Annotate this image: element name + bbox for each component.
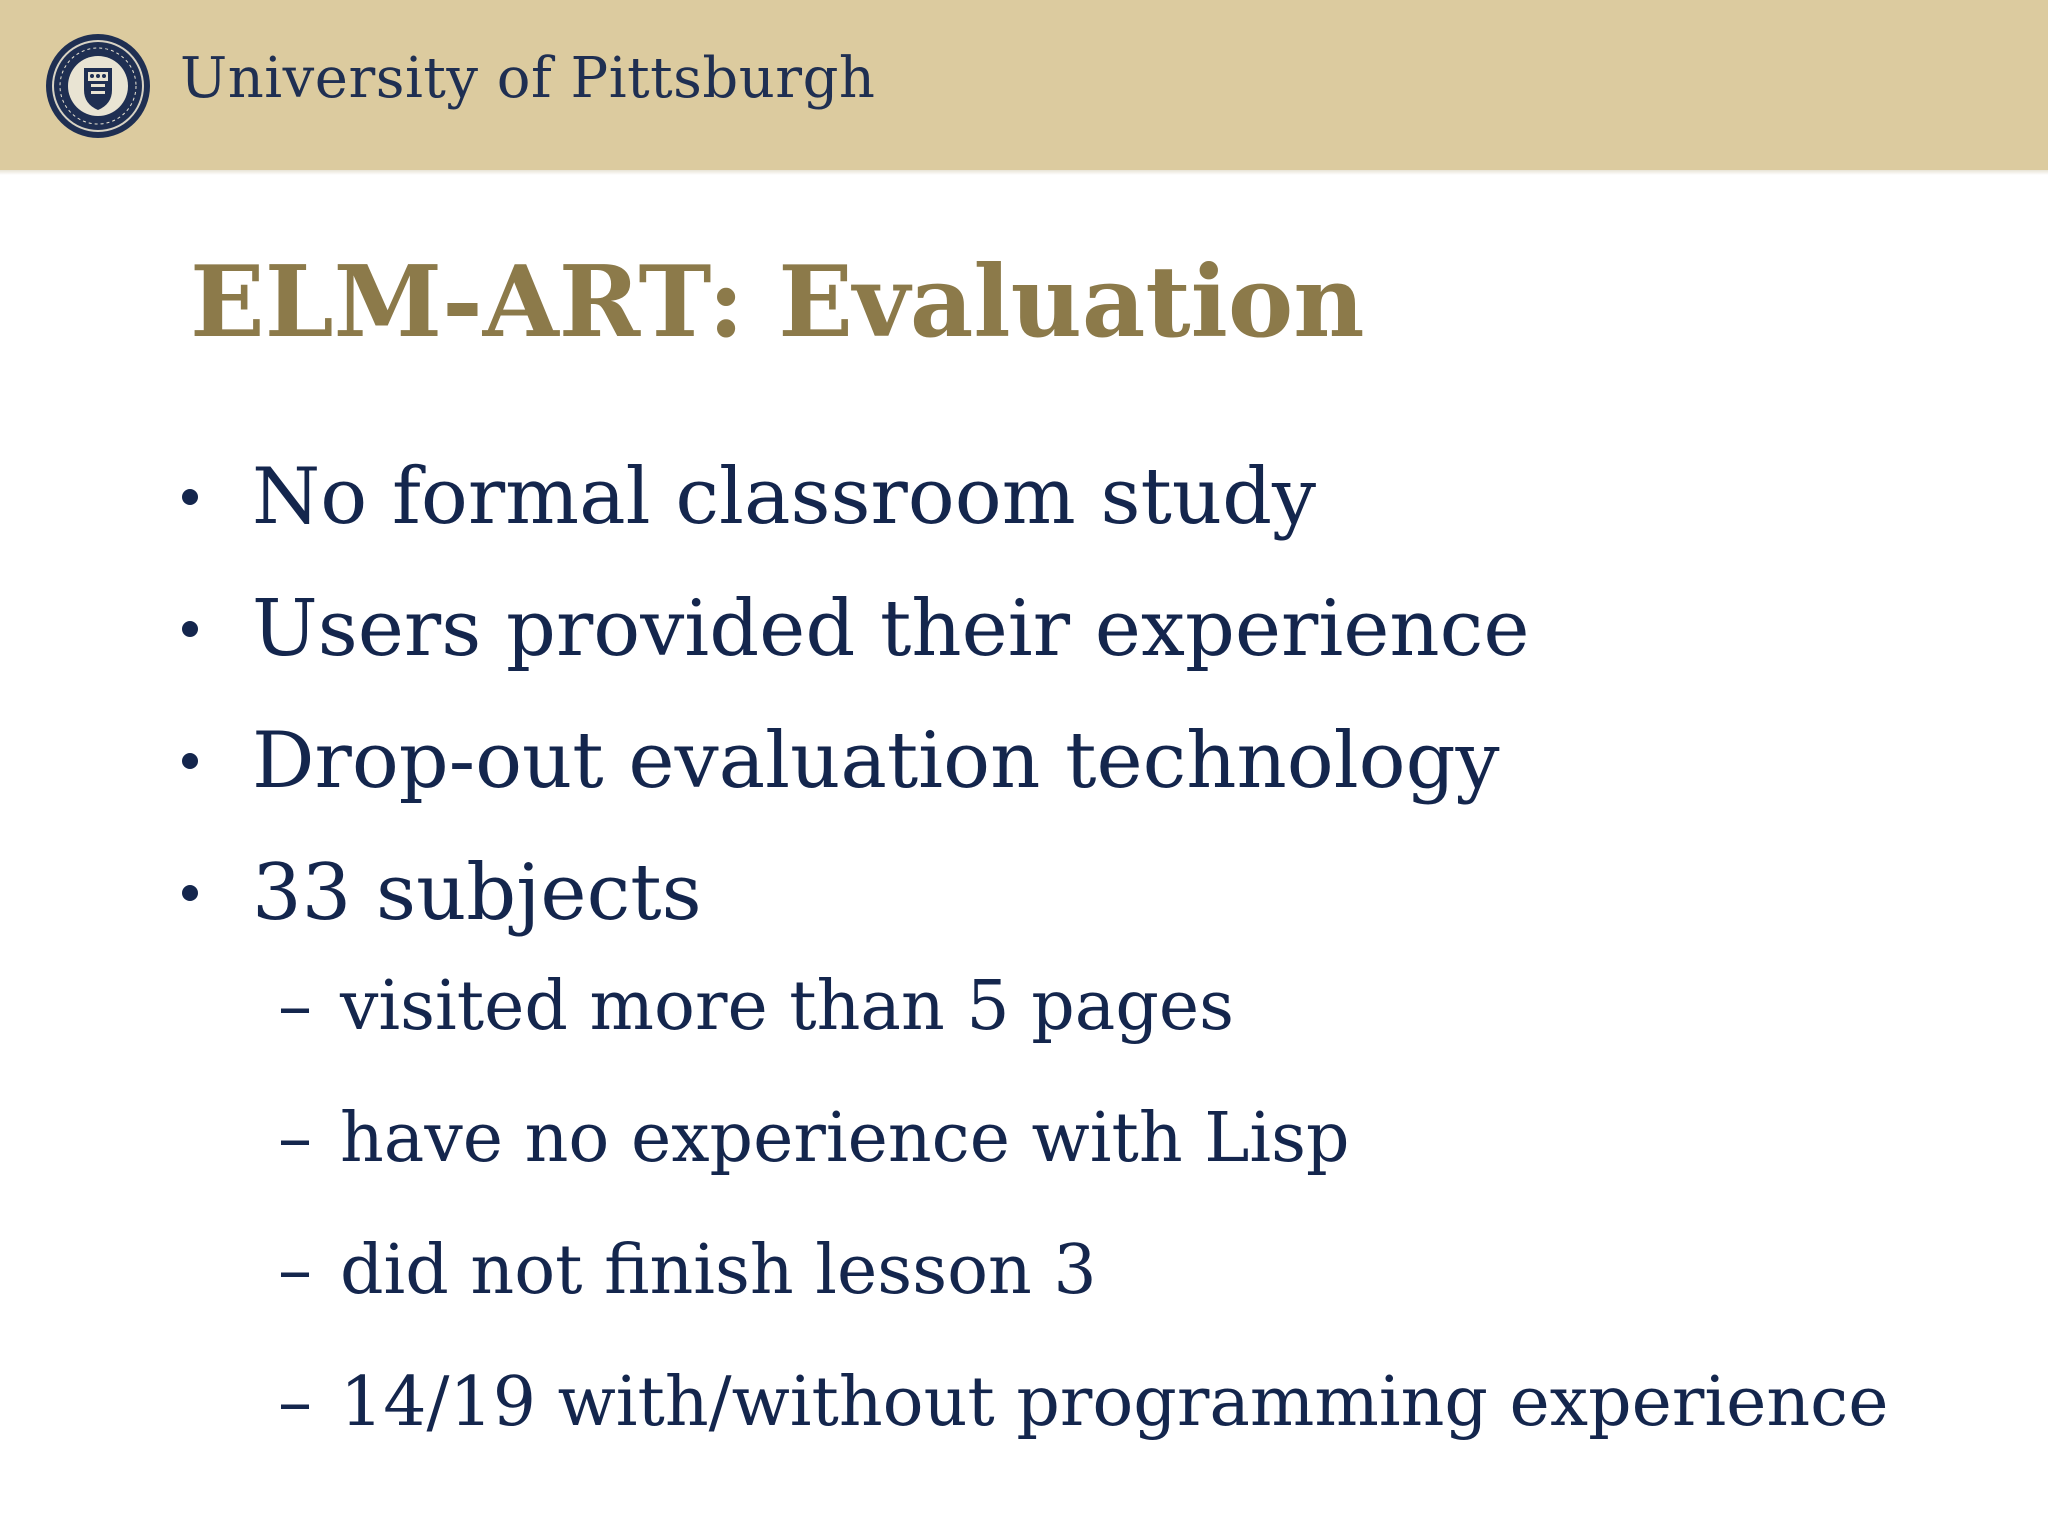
dash-marker: – <box>278 1099 312 1178</box>
sub-bullet-item <box>278 1094 1889 1226</box>
sub-bullet-text: did not finish lesson 3 <box>340 1231 1097 1310</box>
bullet-text: Drop-out evaluation technology <box>252 716 1500 806</box>
bullet-item <box>170 841 1530 973</box>
bullet-dot-icon <box>182 753 198 769</box>
bullet-text: 33 subjects <box>252 848 702 938</box>
bullet-text: No formal classroom study <box>252 452 1317 542</box>
sub-bullet-item <box>278 962 1889 1094</box>
sub-bullet-list <box>278 962 1889 1490</box>
dash-marker: – <box>278 1363 312 1442</box>
bullet-dot-icon <box>182 489 198 505</box>
bullet-dot-icon <box>182 885 198 901</box>
sub-bullet-text: visited more than 5 pages <box>340 967 1234 1046</box>
sub-bullet-item <box>278 1358 1889 1490</box>
header-divider <box>0 170 2048 175</box>
bullet-dot-icon <box>182 621 198 637</box>
dash-marker: – <box>278 1231 312 1310</box>
bullet-list <box>170 445 1530 973</box>
bullet-text: Users provided their experience <box>252 584 1530 674</box>
slide-title: ELM-ART: Evaluation <box>190 245 1365 360</box>
university-name: University of Pittsburgh <box>180 46 876 111</box>
bullet-item <box>170 577 1530 709</box>
bullet-item <box>170 445 1530 577</box>
university-seal-icon <box>44 32 152 140</box>
dash-marker: – <box>278 967 312 1046</box>
sub-bullet-text: 14/19 with/without programming experience <box>340 1363 1889 1442</box>
bullet-item <box>170 709 1530 841</box>
sub-bullet-text: have no experience with Lisp <box>340 1099 1350 1178</box>
sub-bullet-item <box>278 1226 1889 1358</box>
